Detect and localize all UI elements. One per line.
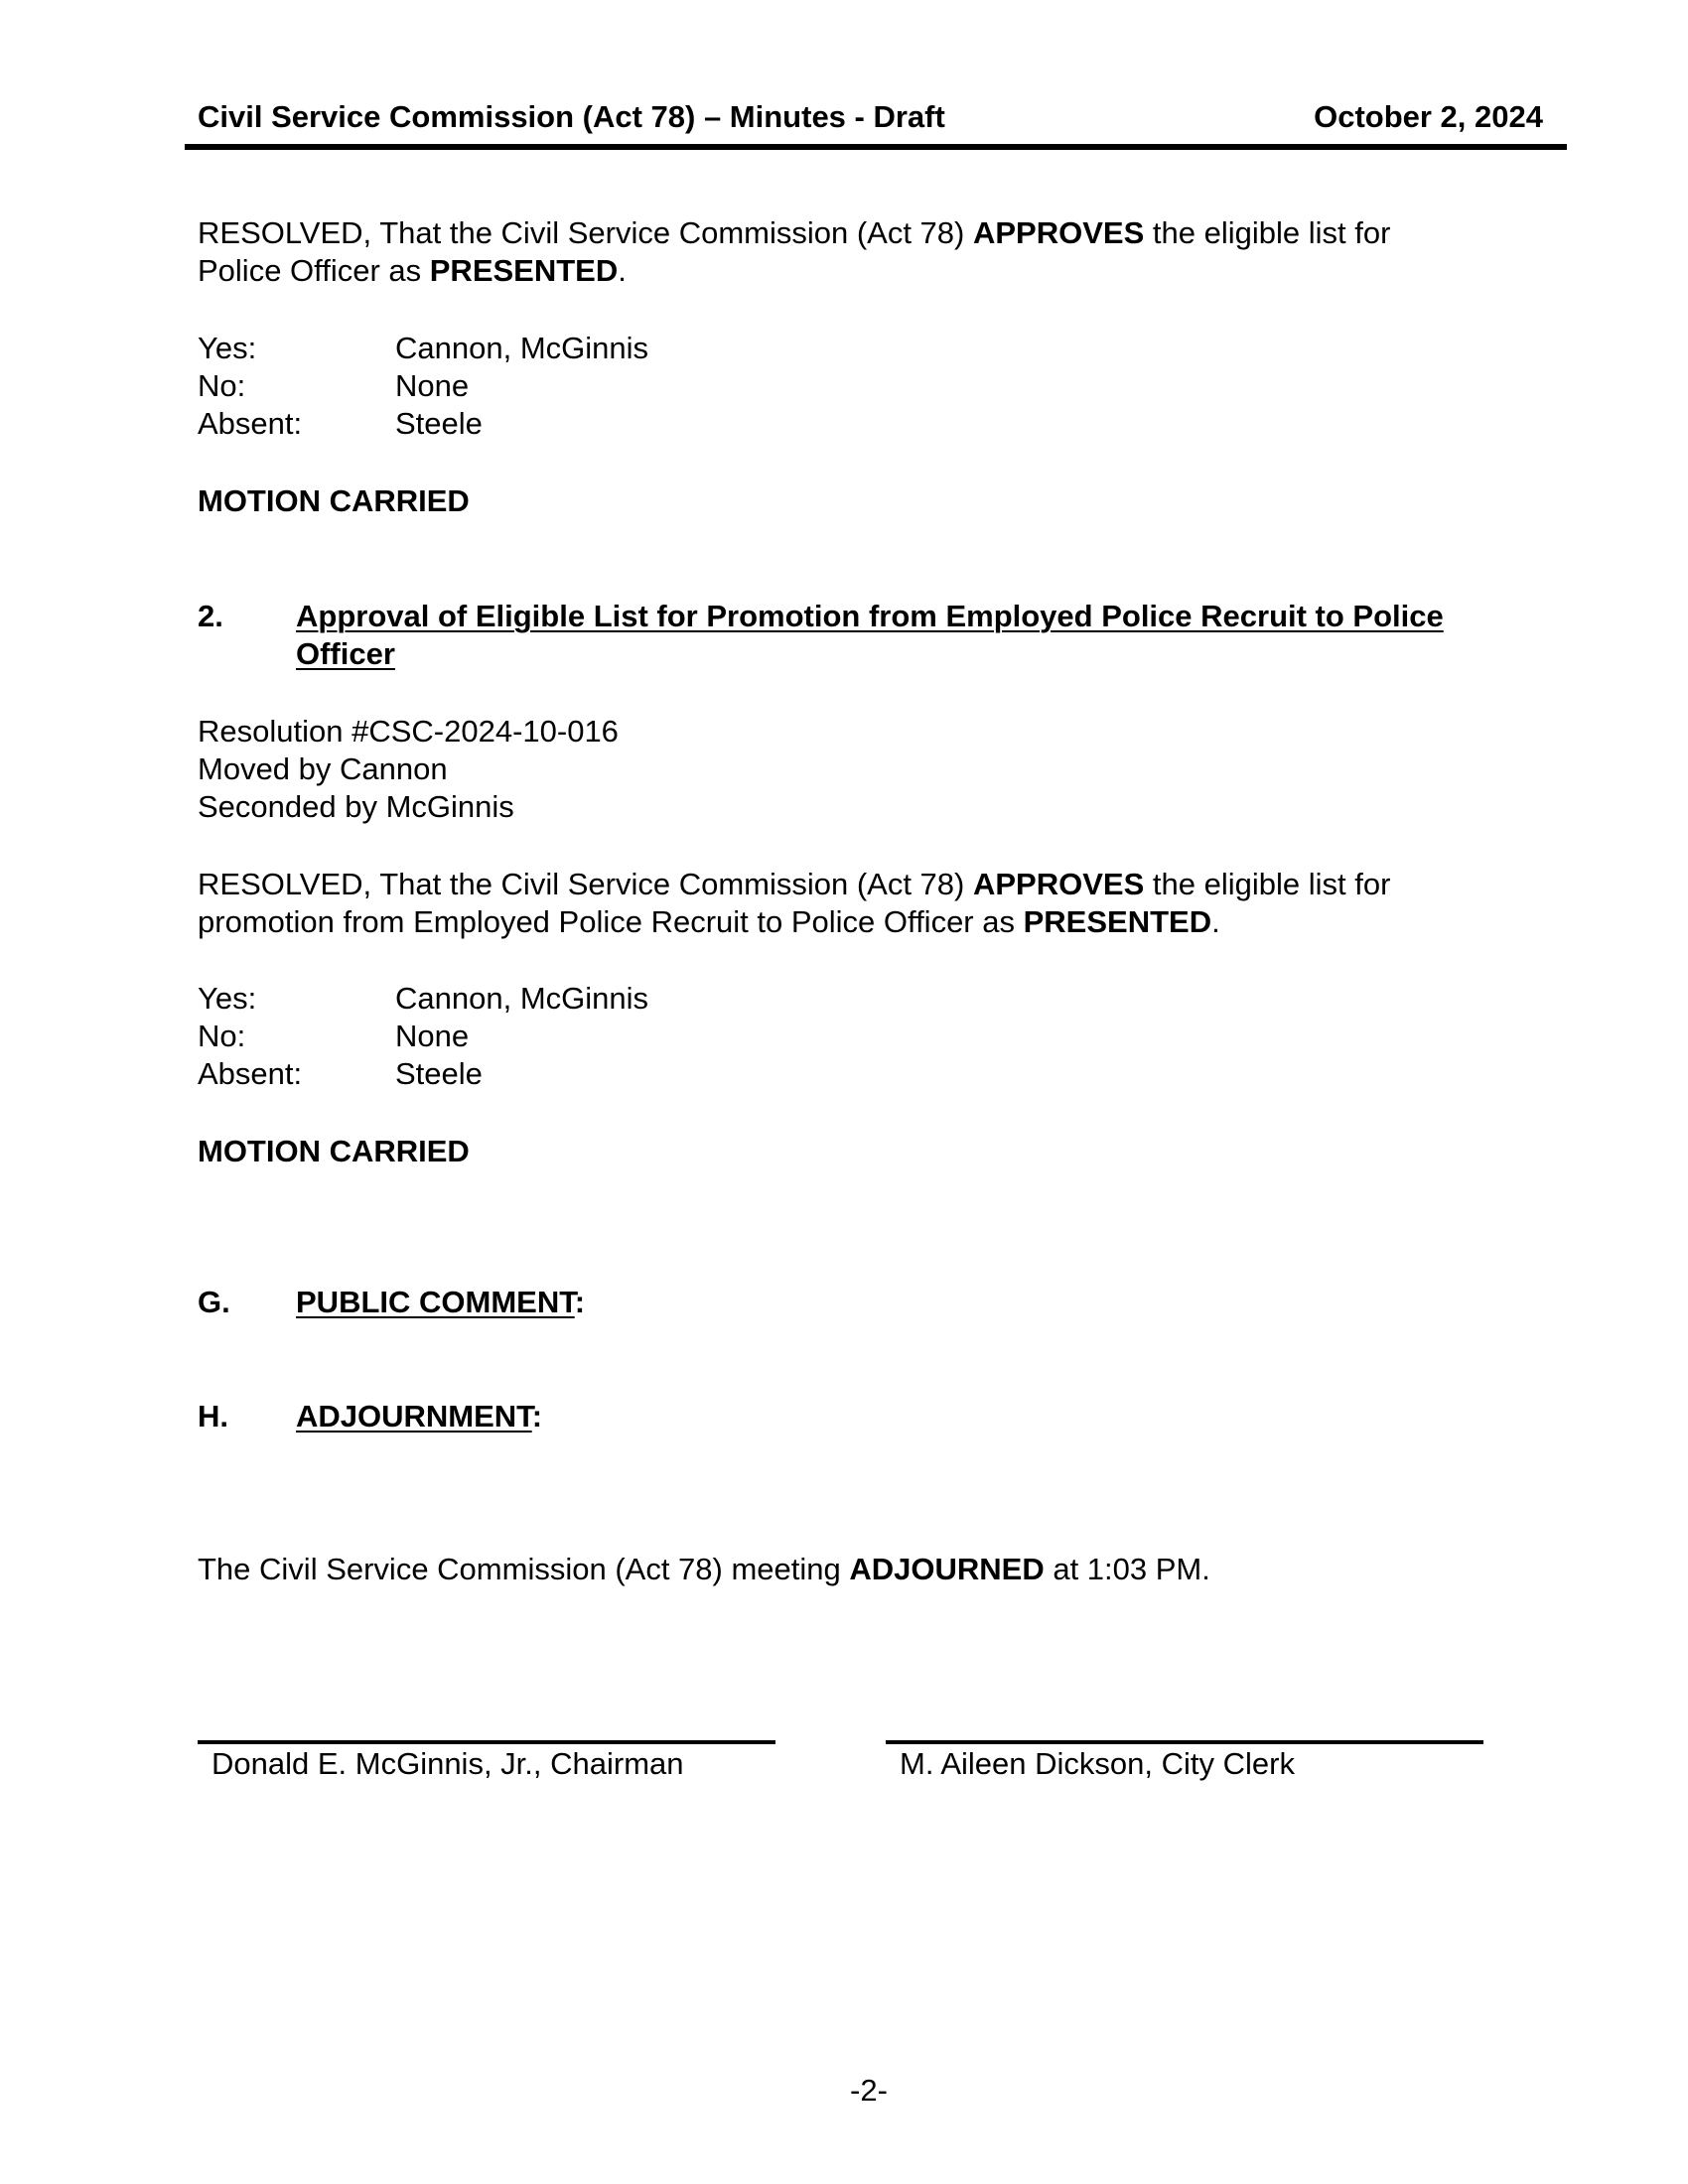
signature-line-chairman [198, 1740, 775, 1744]
resolution-text-line2 [198, 252, 627, 290]
vote-value-absent: Steele [395, 406, 483, 441]
section-h-colon: : [531, 1399, 543, 1433]
resolved-prefix: RESOLVED, That the Civil Service Commission (Act 78) [198, 215, 973, 250]
adjourn-prefix: The Civil Service Commission (Act 78) meeting [198, 1552, 850, 1586]
header-rule [185, 144, 1567, 150]
approves-keyword: APPROVES [972, 215, 1145, 250]
signature-line-clerk [886, 1740, 1483, 1744]
adjournment-statement [198, 1551, 1210, 1588]
resolved-line2-suffix: . [1211, 904, 1220, 939]
moved-by: Moved by Cannon [198, 751, 448, 786]
page-number: -2- [850, 2073, 888, 2108]
vote-value-no: None [395, 368, 470, 403]
motion-carried-1: MOTION CARRIED [198, 483, 470, 518]
vote-label-no: No: [198, 368, 246, 403]
adjourn-time: at 1:03 PM. [1044, 1552, 1210, 1586]
item-number-2: 2. [198, 599, 223, 633]
resolution-2-text-line2 [198, 903, 1220, 941]
header-date: October 2, 2024 [1314, 99, 1543, 134]
vote-label-no: No: [198, 1019, 246, 1053]
header-title: Civil Service Commission (Act 78) – Minutes - Draft [198, 99, 945, 134]
resolved-prefix: RESOLVED, That the Civil Service Commission (Act 78) [198, 867, 973, 901]
approves-keyword: APPROVES [972, 867, 1145, 901]
item-2-title-line1: Approval of Eligible List for Promotion from Employed Police Recruit to Police [296, 599, 1444, 633]
vote-value-yes: Cannon, McGinnis [395, 981, 649, 1016]
section-h-heading [296, 1399, 542, 1434]
signature-name-chairman: Donald E. McGinnis, Jr., Chairman [211, 1746, 684, 1781]
adjournment-title: ADJOURNMENT [296, 1399, 532, 1433]
public-comment-title: PUBLIC COMMENT [296, 1285, 575, 1319]
vote-label-absent: Absent: [198, 406, 303, 441]
presented-keyword: PRESENTED [429, 253, 619, 288]
section-g-heading [296, 1285, 585, 1320]
vote-label-absent: Absent: [198, 1056, 303, 1091]
signature-name-clerk: M. Aileen Dickson, City Clerk [900, 1746, 1295, 1781]
vote-value-absent: Steele [395, 1056, 483, 1091]
vote-label-yes: Yes: [198, 981, 257, 1016]
resolved-middle: the eligible list for [1144, 215, 1391, 250]
seconded-by: Seconded by McGinnis [198, 789, 514, 824]
resolution-text-line1 [198, 214, 1390, 252]
resolved-middle: the eligible list for [1144, 867, 1391, 901]
motion-carried-2: MOTION CARRIED [198, 1134, 470, 1168]
resolved-line2-prefix: promotion from Employed Police Recruit to Police Officer as [198, 904, 1024, 939]
vote-value-no: None [395, 1019, 470, 1053]
adjourned-keyword: ADJOURNED [849, 1552, 1045, 1586]
section-letter-g: G. [198, 1285, 230, 1319]
section-g-colon: : [574, 1285, 586, 1319]
vote-value-yes: Cannon, McGinnis [395, 331, 649, 365]
presented-keyword: PRESENTED [1023, 904, 1212, 939]
section-letter-h: H. [198, 1399, 228, 1433]
vote-label-yes: Yes: [198, 331, 257, 365]
resolution-number: Resolution #CSC-2024-10-016 [198, 714, 619, 749]
resolved-line2-suffix: . [618, 253, 627, 288]
resolved-line2-prefix: Police Officer as [198, 253, 430, 288]
resolution-2-text-line1 [198, 866, 1390, 903]
item-2-title-line2: Officer [296, 636, 395, 671]
